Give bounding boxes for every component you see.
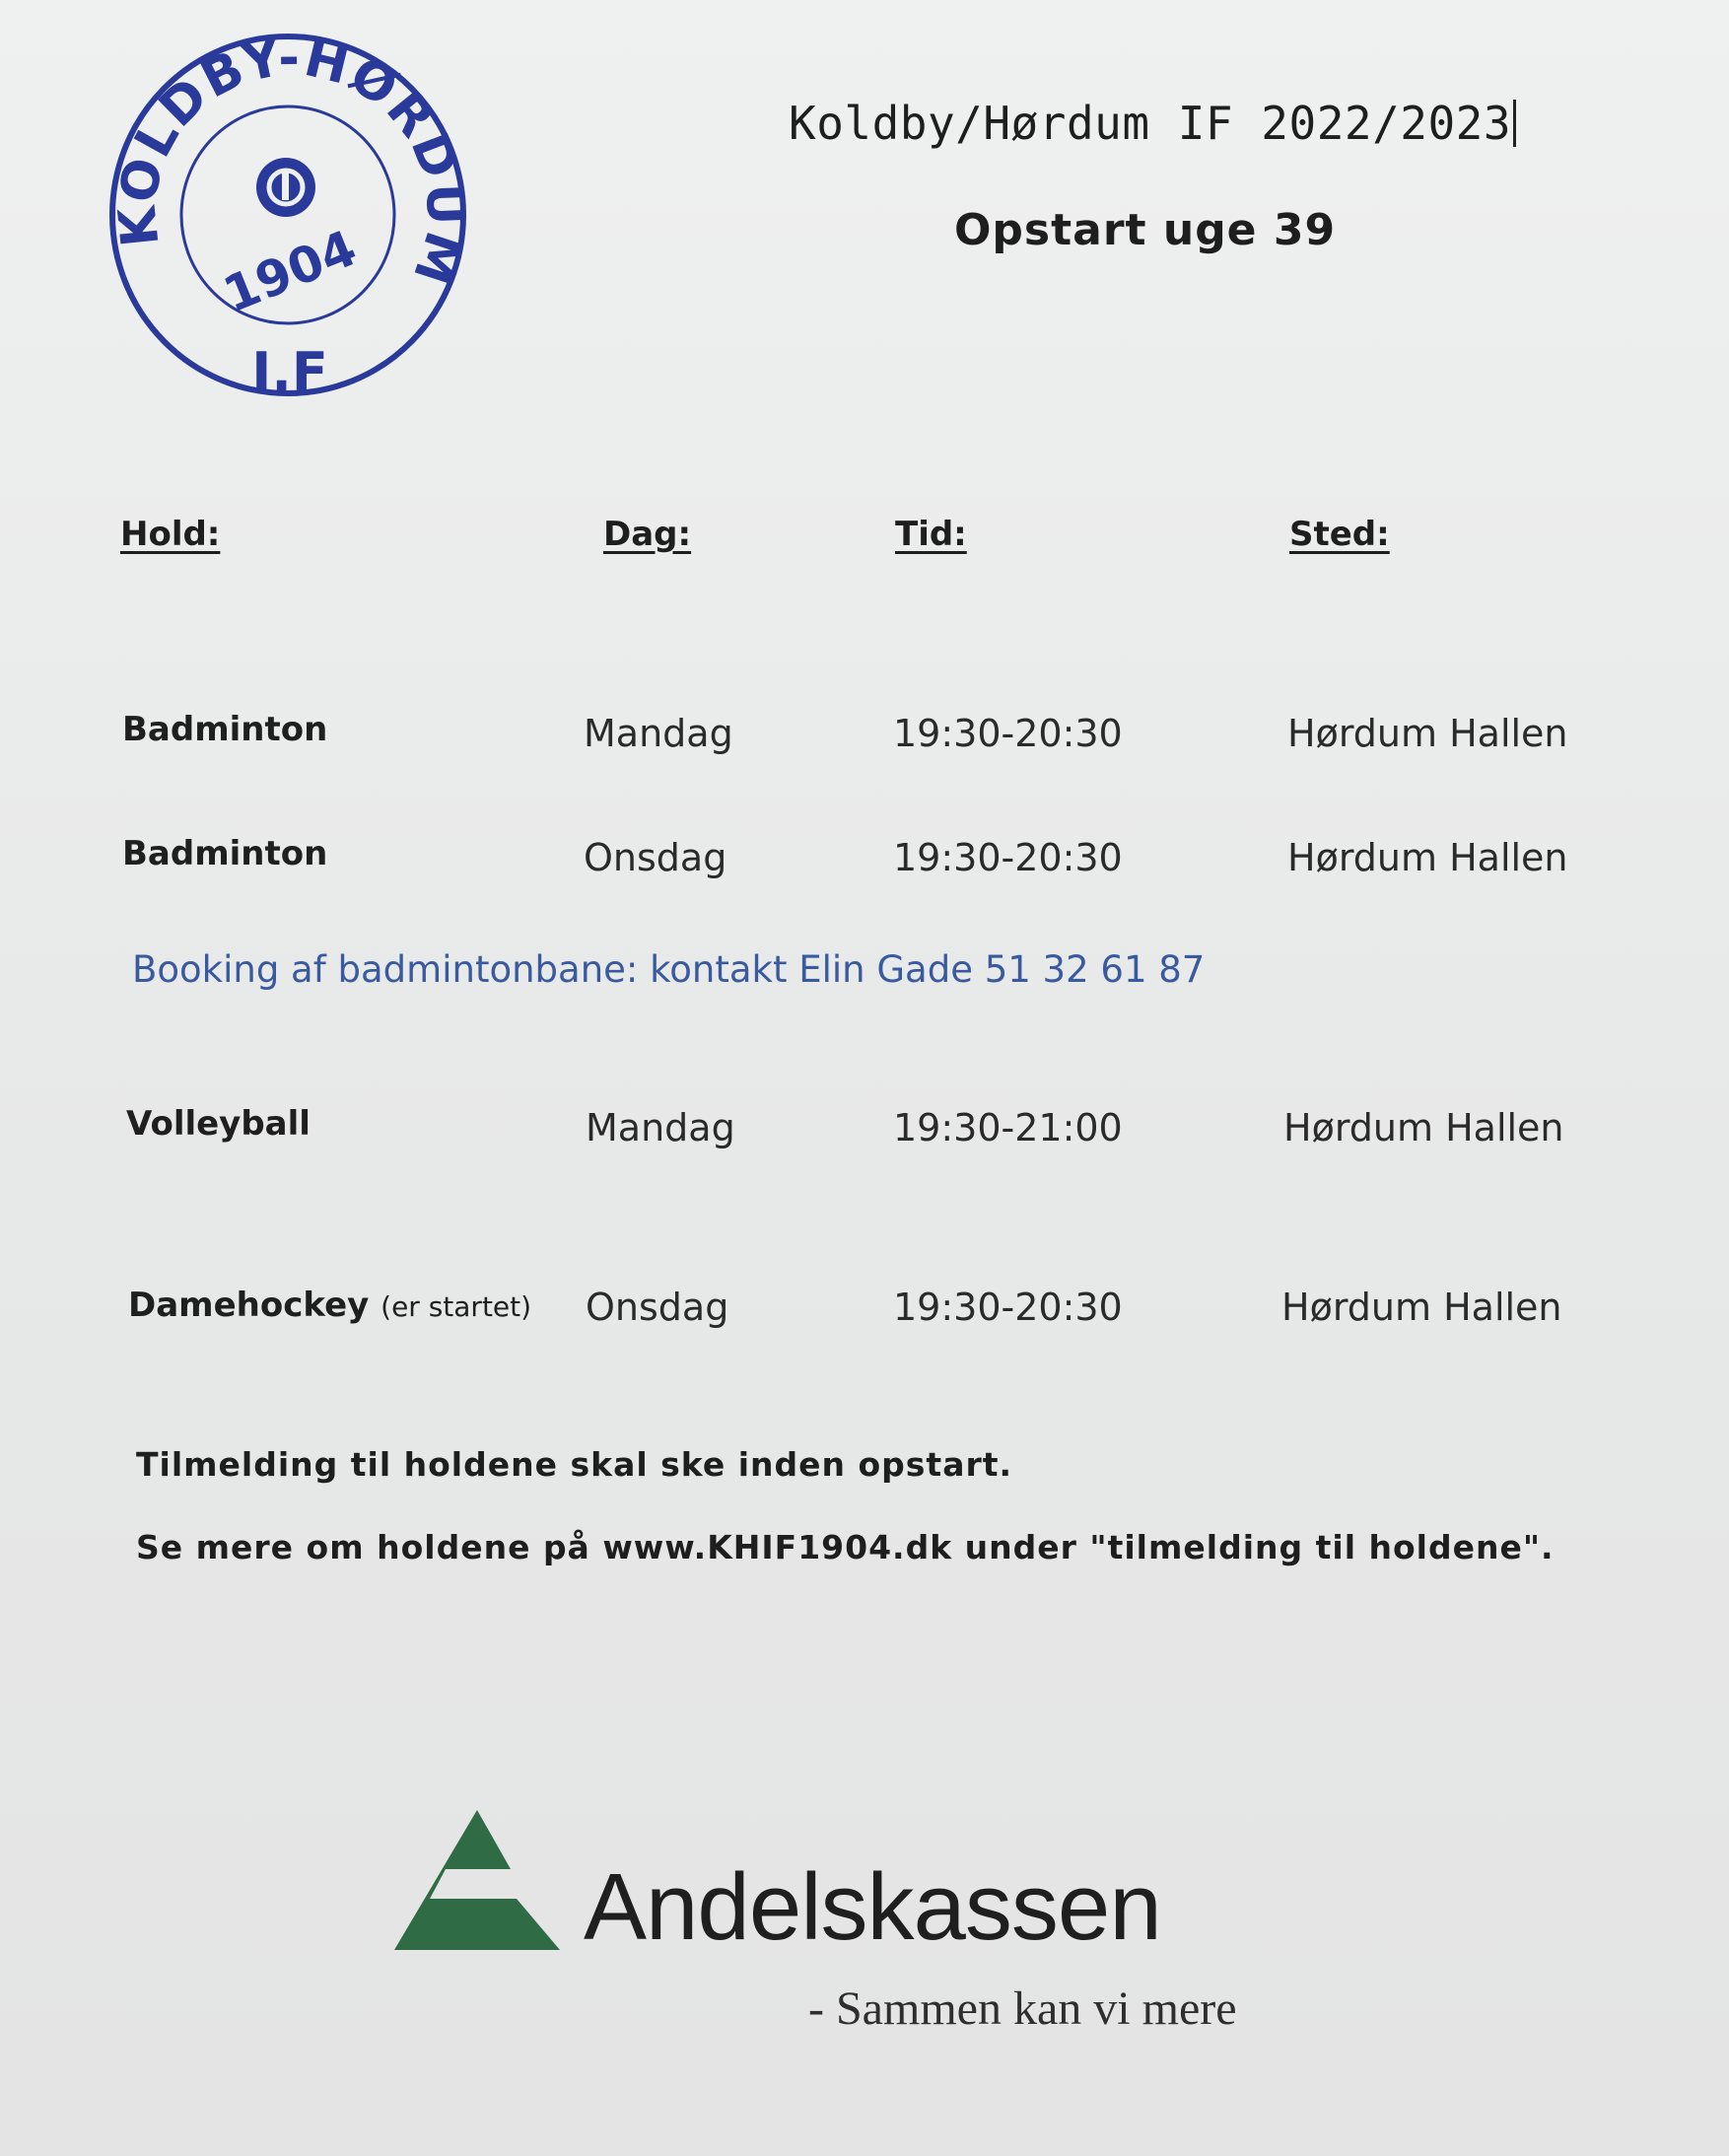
seal-bottom-text: I.F [251,341,328,403]
cell-hold-note: (er startet) [380,1290,532,1323]
column-header-tid: Tid: [895,515,967,554]
cell-tid: 19:30-20:30 [893,1286,1123,1329]
cell-dag: Mandag [586,1106,735,1149]
cell-dag: Onsdag [586,1286,729,1329]
signup-info: Tilmelding til holdene skal ske inden opstart. [136,1445,1013,1484]
cell-sted: Hørdum Hallen [1283,1106,1564,1149]
cell-hold: Badminton [122,834,328,873]
column-header-hold: Hold: [120,515,221,554]
andelskassen-logo-icon [394,1810,560,1950]
cell-hold: Damehockey (er startet) [128,1286,532,1325]
cell-sted: Hørdum Hallen [1281,1286,1562,1329]
sponsor-name: Andelskassen [584,1854,1161,1960]
text-cursor [1513,100,1516,147]
sponsor-tagline: - Sammen kan vi mere [808,1982,1237,2035]
cell-tid: 19:30-20:30 [893,836,1123,879]
booking-note: Booking af badmintonbane: kontakt Elin Gade 51 32 61 87 [132,948,1206,991]
page-subtitle: Opstart uge 39 [954,205,1337,255]
seal-top-text: KOLDBY-HØRDUM [107,30,469,294]
cell-sted: Hørdum Hallen [1287,836,1568,879]
column-header-dag: Dag: [603,515,692,554]
page-title: Koldby/Hørdum IF 2022/2023 [789,97,1538,150]
cell-hold: Volleyball [126,1104,311,1144]
seal-year: 1904 [215,219,365,324]
club-seal-logo [103,30,469,404]
cell-sted: Hørdum Hallen [1287,712,1568,755]
cell-dag: Onsdag [584,836,727,879]
website-info: Se mere om holdene på www.KHIF1904.dk under "tilmelding til holdene". [136,1528,1555,1566]
column-header-sted: Sted: [1289,515,1390,554]
sponsor-block [394,1810,1341,2066]
cell-tid: 19:30-21:00 [893,1106,1123,1149]
cell-dag: Mandag [584,712,733,755]
cell-hold: Badminton [122,710,328,749]
cell-tid: 19:30-20:30 [893,712,1123,755]
